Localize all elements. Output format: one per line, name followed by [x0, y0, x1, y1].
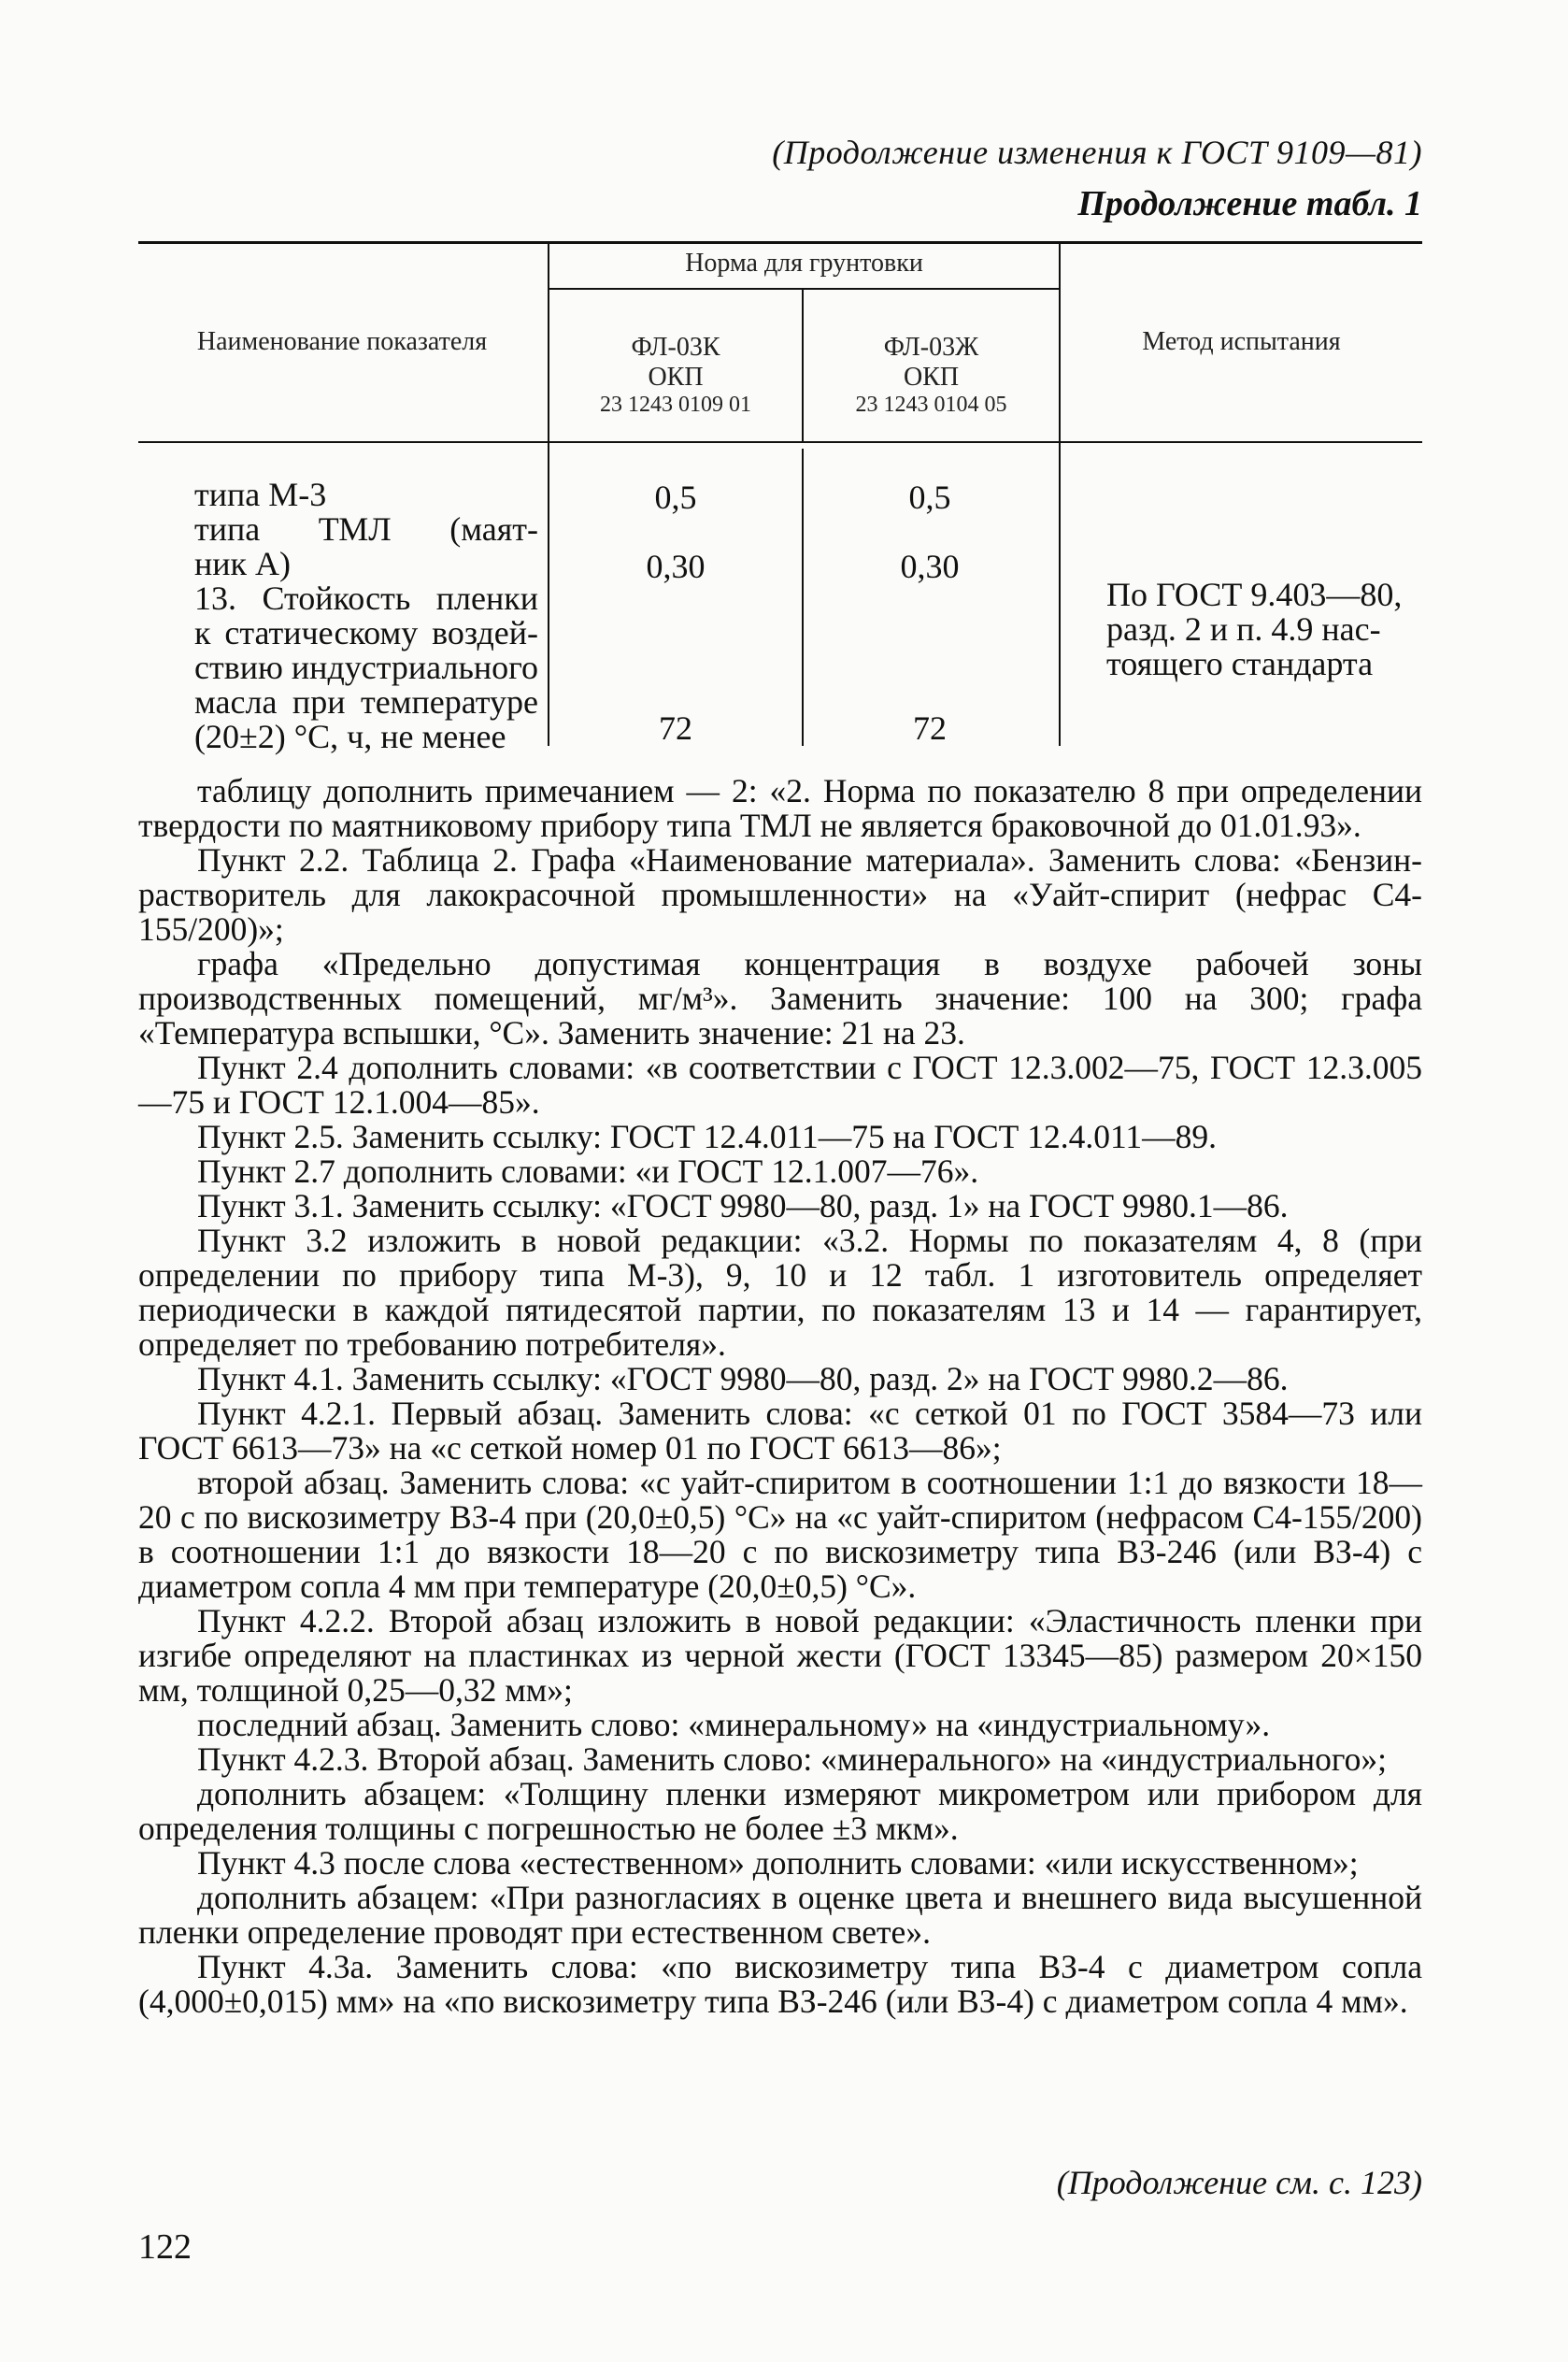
- fl03k-grade: ФЛ-03К: [631, 333, 720, 362]
- indicator-line: 13. Стойкость пленки: [194, 580, 538, 617]
- properties-table: [138, 241, 1422, 755]
- table-continuation-label: Продолжение табл. 1: [1077, 184, 1422, 223]
- paragraph: Пункт 4.2.1. Первый абзац. Заменить слова: «с сеткой 01 по ГОСТ 3584—73 или ГОСТ 6613—73» на «с сеткой номер 01 по ГОСТ 6613—86»;: [138, 1395, 1422, 1467]
- paragraph: Пункт 2.4 дополнить словами: «в соответствии с ГОСТ 12.3.002—75, ГОСТ 12.3.005—75 и ГОСТ 12.1.004—85».: [138, 1049, 1422, 1121]
- table-top-rule: [138, 241, 1422, 244]
- paragraph: второй абзац. Заменить слова: «с уайт-спиритом в соотношении 1:1 до вязкости 18—20 с по вискозиметру ВЗ-4 при (20,0±0,5) °С» на «с уайт-спиритом (нефрасом С4-155/200) в соотношении 1:1 до вязкости 18—20 с по вискозиметру типа ВЗ-246 (или ВЗ-4) с диаметром сопла 4 мм при температуре (20,0±0,5) °С».: [138, 1464, 1422, 1605]
- paragraph: Пункт 2.7 дополнить словами: «и ГОСТ 12.1.007—76».: [197, 1152, 979, 1190]
- col-header-method: Метод испытания: [1142, 327, 1341, 356]
- paragraph: Пункт 4.2.2. Второй абзац изложить в новой редакции: «Эластичность пленки при изгибе определяют на пластинках из черной жести (ГОСТ 13345—85) размером 20×150 мм, толщиной 0,25—0,32 мм»;: [138, 1602, 1422, 1709]
- fl03zh-value-oil: 72: [913, 709, 947, 747]
- indicator-line: масла при температуре: [194, 683, 538, 721]
- fl03zh-value-tml: 0,30: [900, 548, 960, 585]
- col-header-name: Наименование показателя: [196, 327, 488, 356]
- fl03zh-code: 23 1243 0104 05: [855, 393, 1007, 418]
- fl03zh-okp: ОКП: [903, 363, 960, 393]
- header-bottom-rule: [138, 441, 1422, 443]
- col-header-fl03zh: [804, 333, 1059, 419]
- col-header-fl03k: [549, 333, 802, 419]
- paragraph: последний абзац. Заменить слово: «минеральному» на «индустриальному».: [197, 1706, 1271, 1743]
- method-line: разд. 2 и п. 4.9 нас-: [1106, 610, 1381, 648]
- fl03k-value-m3: 0,5: [654, 479, 697, 516]
- amendment-text: [138, 774, 1422, 2019]
- col-divider-3: [1059, 241, 1061, 746]
- col-divider-2-body: [802, 449, 804, 746]
- indicator-line: ствию индустриального: [194, 649, 538, 686]
- fl03k-okp: ОКП: [648, 363, 704, 393]
- method-line: тоящего стандарта: [1106, 645, 1374, 682]
- paragraph: дополнить абзацем: «Толщину пленки измеряют микрометром или прибором для определения толщины с погрешностью не более ±3 мкм».: [138, 1775, 1422, 1847]
- paragraph: Пункт 4.3а. Заменить слова: «по вискозиметру типа ВЗ-4 с диаметром сопла (4,000±0,015) мм» на «по вискозиметру типа ВЗ-246 (или ВЗ-4) с диаметром сопла 4 мм».: [138, 1948, 1422, 2020]
- fl03k-code: 23 1243 0109 01: [600, 393, 751, 418]
- paragraph: таблицу дополнить примечанием — 2: «2. Норма по показателю 8 при определении твердости по маятниковому прибору типа ТМЛ не является браковочной до 01.01.93».: [138, 772, 1422, 844]
- indicator-line: (20±2) °С, ч, не менее: [194, 718, 506, 755]
- paragraph: Пункт 3.1. Заменить ссылку: «ГОСТ 9980—80, разд. 1» на ГОСТ 9980.1—86.: [197, 1187, 1289, 1224]
- col-header-norm-group: Норма для грунтовки: [685, 249, 923, 278]
- continuation-footer: (Продолжение см. с. 123): [1056, 2164, 1422, 2201]
- paragraph: Пункт 4.2.3. Второй абзац. Заменить слово: «минерального» на «индустриального»;: [197, 1740, 1387, 1778]
- indicator-name-cell: [194, 478, 538, 754]
- fl03k-value-oil: 72: [659, 709, 692, 747]
- fl03zh-grade: ФЛ-03Ж: [883, 333, 979, 362]
- page-number: 122: [138, 2227, 192, 2267]
- method-cell: [1106, 578, 1420, 681]
- fl03zh-value-m3: 0,5: [908, 479, 951, 516]
- indicator-line: типа М-3: [194, 476, 327, 513]
- paragraph: Пункт 2.5. Заменить ссылку: ГОСТ 12.4.011—75 на ГОСТ 12.4.011—89.: [197, 1118, 1218, 1155]
- paragraph: Пункт 4.1. Заменить ссылку: «ГОСТ 9980—80, разд. 2» на ГОСТ 9980.2—86.: [197, 1360, 1289, 1397]
- method-line: По ГОСТ 9.403—80,: [1106, 576, 1403, 613]
- col-divider-1: [548, 241, 549, 746]
- indicator-line: типа ТМЛ (маят-: [194, 510, 538, 548]
- paragraph: Пункт 4.3 после слова «естественном» дополнить словами: «или искусственном»;: [197, 1844, 1359, 1882]
- indicator-line: к статическому воздей-: [194, 614, 538, 651]
- paragraph: графа «Предельно допустимая концентрация в воздухе рабочей зоны производственных помещений, мг/м³». Заменить значение: 100 на 300; графа «Температура вспышки, °С». Заменить значение: 21 на 23.: [138, 945, 1422, 1052]
- indicator-line: ник А): [194, 545, 292, 582]
- continuation-header: (Продолжение изменения к ГОСТ 9109—81): [772, 134, 1422, 171]
- paragraph: Пункт 3.2 изложить в новой редакции: «3.2. Нормы по показателям 4, 8 (при определении по прибору типа М-3), 9, 10 и 12 табл. 1 изготовитель определяет периодически в каждой пятидесятой партии, по показателям 13 и 14 — гарантирует, определяет по требованию потребителя».: [138, 1222, 1422, 1363]
- fl03k-value-tml: 0,30: [646, 548, 706, 585]
- paragraph: дополнить абзацем: «При разногласиях в оценке цвета и внешнего вида высушенной пленки определение проводят при естественном свете».: [138, 1879, 1422, 1951]
- paragraph: Пункт 2.2. Таблица 2. Графа «Наименование материала». Заменить слова: «Бензин-растворитель для лакокрасочной промышленности» на «Уайт-спирит (нефрас С4-155/200)»;: [138, 841, 1422, 948]
